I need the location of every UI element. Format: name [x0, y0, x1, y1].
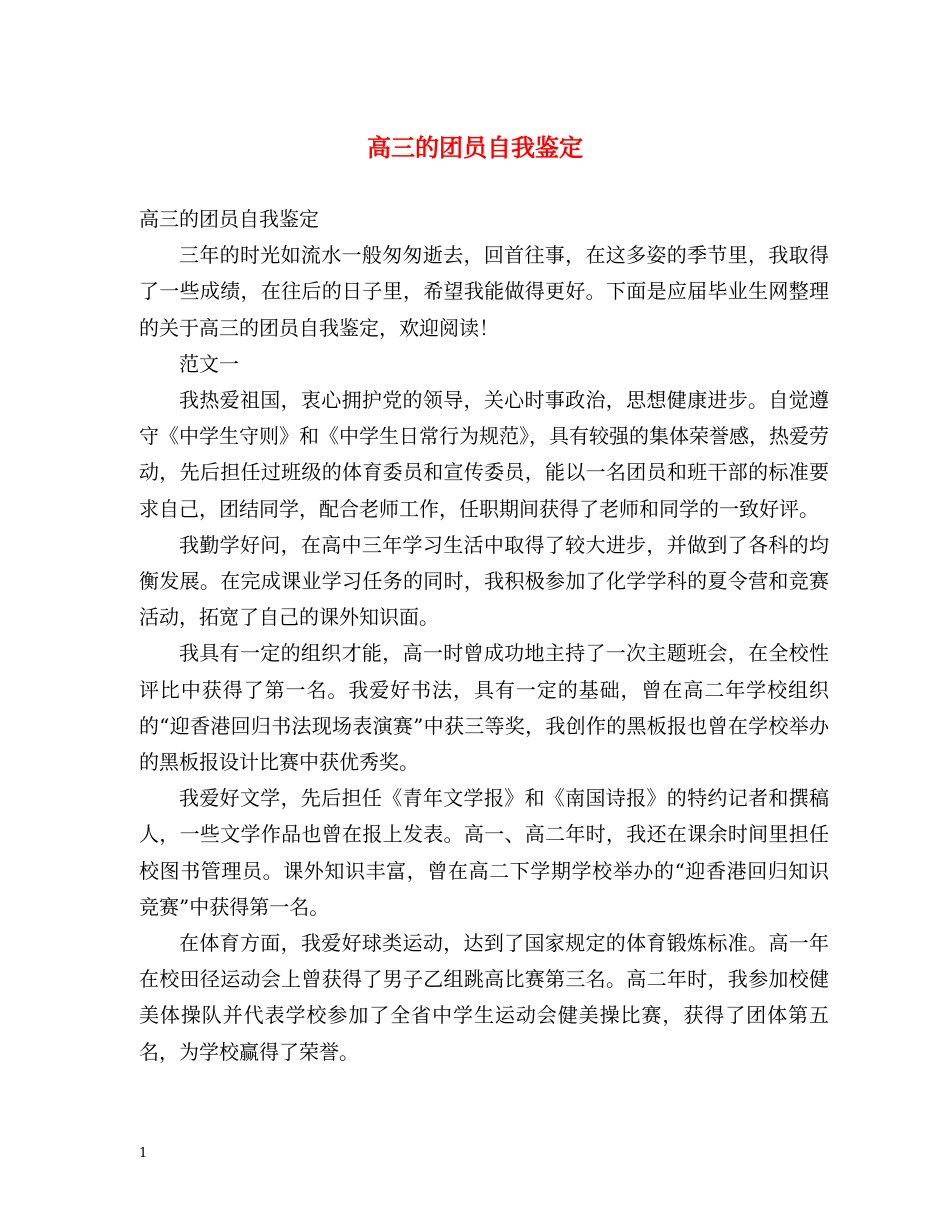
body-paragraph: 在体育方面，我爱好球类运动，达到了国家规定的体育锻炼标准。高一年在校田径运动会上曾获得了男子乙组跳高比赛第三名。高二年时，我参加校健美体操队并代表学校参加了全省中学生运动会健美操比赛，获得了团体第五名，为学校赢得了荣誉。	[139, 931, 829, 1064]
body-paragraph: 范文一	[179, 351, 239, 376]
document-title: 高三的团员自我鉴定	[367, 133, 583, 162]
body-paragraph: 我爱好文学，先后担任《青年文学报》和《南国诗报》的特约记者和撰稿人，一些文学作品也曾在报上发表。高一、高二年时，我还在课余时间里担任校图书管理员。课外知识丰富，曾在高二下学期学校举办的“迎香港回归知识竞赛”中获得第一名。	[139, 786, 829, 919]
document-body	[139, 201, 829, 1070]
page-number: 1	[139, 1146, 148, 1161]
body-paragraph: 三年的时光如流水一般匆匆逝去，回首往事，在这多姿的季节里，我取得了一些成绩，在往后的日子里，希望我能做得更好。下面是应届毕业生网整理的关于高三的团员自我鉴定，欢迎阅读！	[139, 243, 829, 340]
body-paragraph: 我热爱祖国，衷心拥护党的领导，关心时事政治，思想健康进步。自觉遵守《中学生守则》和《中学生日常行为规范》，具有较强的集体荣誉感，热爱劳动，先后担任过班级的体育委员和宣传委员，能以一名团员和班干部的标准要求自己，团结同学，配合老师工作，任职期间获得了老师和同学的一致好评。	[139, 388, 829, 521]
body-paragraph: 我勤学好问，在高中三年学习生活中取得了较大进步，并做到了各科的均衡发展。在完成课业学习任务的同时，我积极参加了化学学科的夏令营和竞赛活动，拓宽了自己的课外知识面。	[139, 532, 829, 630]
body-paragraph: 我具有一定的组织才能，高一时曾成功地主持了一次主题班会，在全校性评比中获得了第一名。我爱好书法，具有一定的基础，曾在高二年学校组织的“迎香港回归书法现场表演赛”中获三等奖，我创作的黑板报也曾在学校举办的黑板报设计比赛中获优秀奖。	[139, 641, 829, 775]
subtitle-paragraph: 高三的团员自我鉴定	[139, 207, 319, 231]
